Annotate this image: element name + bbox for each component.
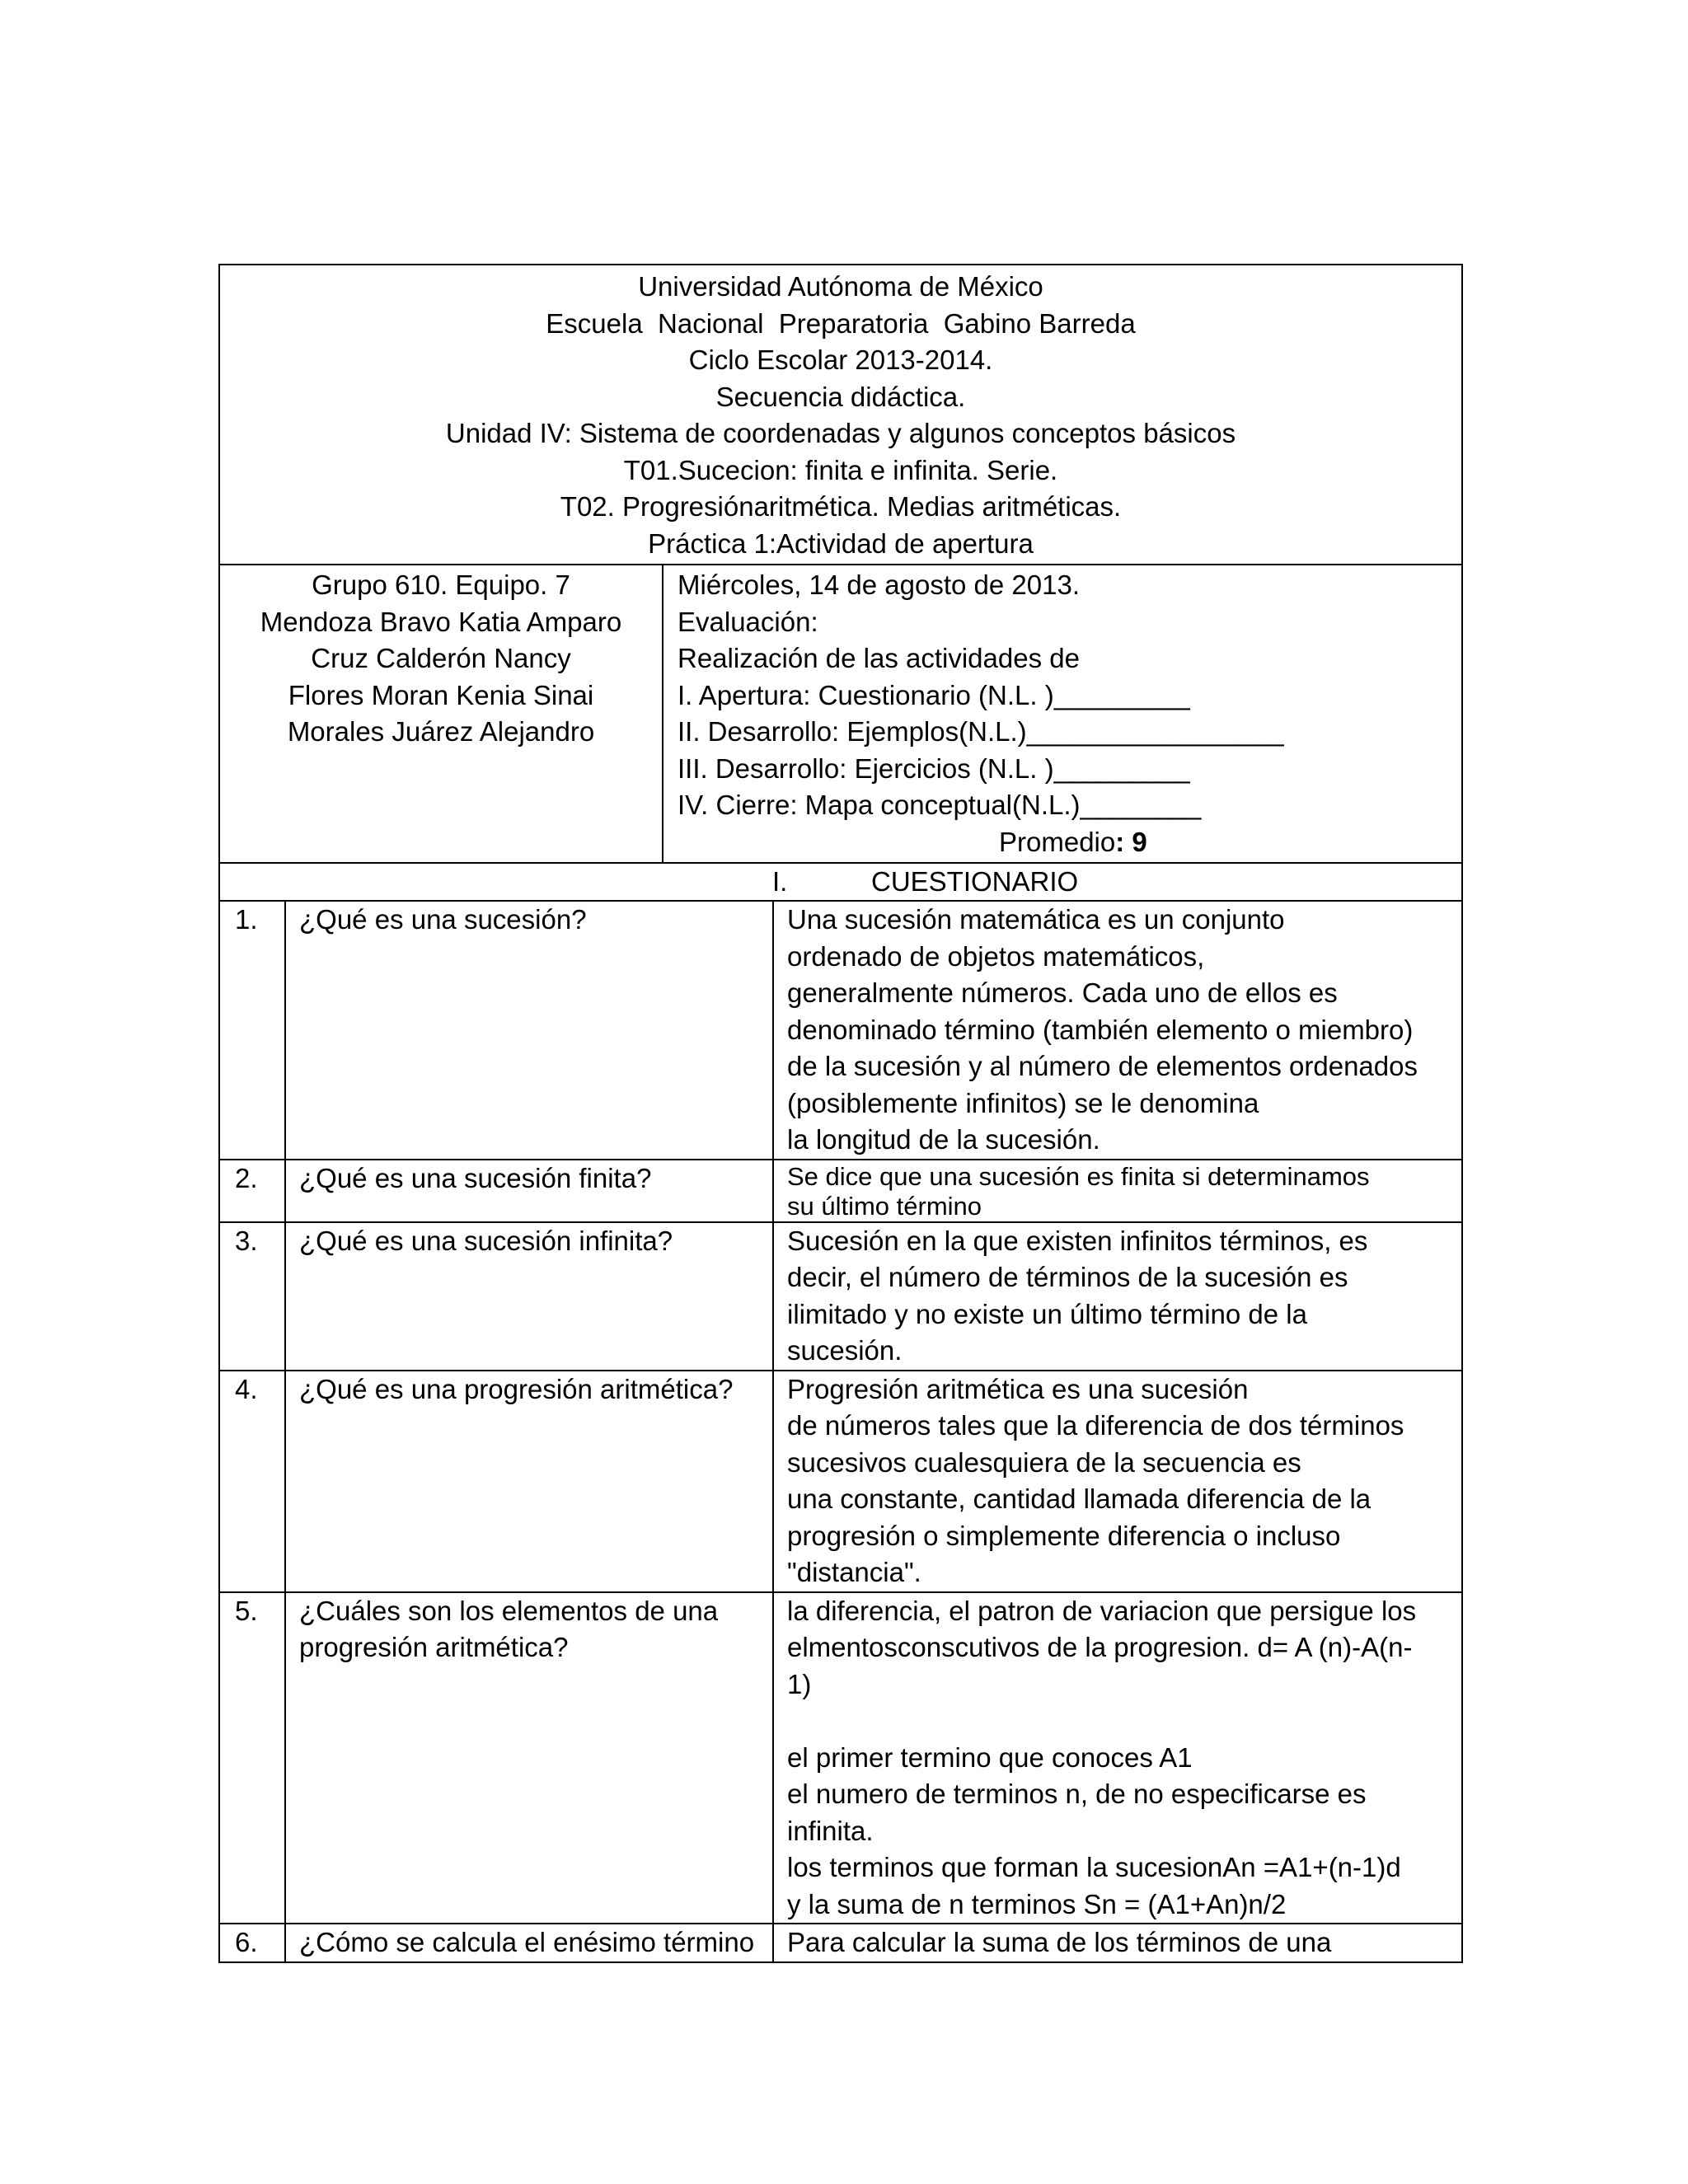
- question-text: [286, 902, 774, 1159]
- answer-line: Sucesión en la que existen infinitos términos, es: [787, 1225, 1368, 1256]
- question-number: 3.: [220, 1223, 286, 1370]
- evaluation-line: Evaluación:: [678, 606, 818, 637]
- question-line: ¿Qué es una sucesión infinita?: [299, 1225, 673, 1256]
- question-line: progresión aritmética?: [299, 1632, 569, 1662]
- answer-line: sucesión.: [787, 1335, 903, 1366]
- answer-line: Una sucesión matemática es un conjunto: [787, 904, 1285, 935]
- answer-line: los terminos que forman la sucesionAn =A1+(n-1)d: [787, 1852, 1401, 1882]
- answer-line: su último término: [787, 1191, 982, 1221]
- question-number: 5.: [220, 1593, 286, 1924]
- evaluation-block: [663, 565, 1461, 862]
- team-line: Morales Juárez Alejandro: [287, 716, 595, 747]
- answer-line: progresión o simplemente diferencia o incluso: [787, 1520, 1341, 1551]
- evaluation-line: Miércoles, 14 de agosto de 2013.: [678, 569, 1080, 600]
- evaluation-line: IV. Cierre: Mapa conceptual(N.L.)________: [678, 790, 1202, 820]
- section-title: [220, 864, 1461, 902]
- answer-line: la diferencia, el patron de variacion que persigue los: [787, 1595, 1417, 1626]
- question-text: [286, 1371, 774, 1591]
- question-row: [220, 902, 1461, 1160]
- header-line: Unidad IV: Sistema de coordenadas y algunos conceptos básicos: [445, 418, 1236, 448]
- question-row: [220, 1160, 1461, 1223]
- answer-line: de la sucesión y al número de elementos ordenados: [787, 1051, 1418, 1081]
- header-line: Práctica 1:Actividad de apertura: [648, 527, 1034, 559]
- question-row: [220, 1924, 1461, 1961]
- answer-line: Para calcular la suma de los términos de una: [787, 1927, 1332, 1957]
- answer-text: [774, 902, 1461, 1159]
- answer-line: 1): [787, 1668, 812, 1699]
- answer-line: ordenado de objetos matemáticos,: [787, 940, 1205, 972]
- evaluation-line: II. Desarrollo: Ejemplos(N.L.)_________________: [678, 716, 1284, 747]
- answer-text: [774, 1593, 1461, 1924]
- answer-line: Se dice que una sucesión es finita si determinamos: [787, 1161, 1370, 1191]
- question-row: [220, 1593, 1461, 1925]
- question-text: [286, 1924, 774, 1961]
- question-text: [286, 1593, 774, 1924]
- section-label: CUESTIONARIO: [871, 866, 1079, 897]
- question-number: 1.: [220, 902, 286, 1159]
- promedio: [678, 824, 1461, 861]
- question-text: [286, 1160, 774, 1221]
- header-line: Ciclo Escolar 2013-2014.: [688, 344, 993, 375]
- question-line: ¿Qué es una sucesión?: [299, 904, 587, 935]
- question-list: [220, 902, 1461, 1961]
- answer-line: (posiblemente infinitos) se le denomina: [787, 1087, 1259, 1118]
- answer-line: el numero de terminos n, de no especificarse es: [787, 1779, 1367, 1809]
- answer-line: "distancia".: [787, 1557, 921, 1587]
- team-line: Grupo 610. Equipo. 7: [312, 569, 570, 600]
- document-header: [220, 265, 1461, 565]
- promedio-value: : 9: [1115, 826, 1147, 857]
- team-line: Mendoza Bravo Katia Amparo: [260, 606, 622, 637]
- answer-line: una constante, cantidad llamada diferencia de la: [787, 1483, 1372, 1514]
- promedio-label: Promedio: [999, 826, 1116, 857]
- answer-line: el primer termino que conoces A1: [787, 1741, 1193, 1773]
- answer-text: [774, 1371, 1461, 1591]
- answer-line: infinita.: [787, 1815, 874, 1846]
- answer-line: denominado término (también elemento o miembro): [787, 1014, 1414, 1045]
- answer-line: la longitud de la sucesión.: [787, 1124, 1100, 1155]
- team-members: [220, 565, 663, 862]
- answer-line: y la suma de n terminos Sn = (A1+An)n/2: [787, 1888, 1287, 1919]
- team-line: Cruz Calderón Nancy: [311, 643, 571, 673]
- section-number: I.: [772, 866, 788, 897]
- evaluation-line: III. Desarrollo: Ejercicios (N.L. )_________: [678, 752, 1190, 784]
- answer-text: [774, 1924, 1461, 1961]
- header-line: T01.Sucecion: finita e infinita. Serie.: [623, 454, 1058, 485]
- answer-line: [787, 1703, 1461, 1740]
- question-line: ¿Qué es una progresión aritmética?: [299, 1373, 734, 1404]
- question-line: ¿Qué es una sucesión finita?: [299, 1162, 652, 1193]
- evaluation-line: Realización de las actividades de: [678, 643, 1080, 673]
- question-line: ¿Cuáles son los elementos de una: [299, 1595, 719, 1626]
- question-line: ¿Cómo se calcula el enésimo término: [299, 1927, 755, 1957]
- question-number: 4.: [220, 1371, 286, 1591]
- answer-text: [774, 1160, 1461, 1221]
- answer-line: de números tales que la diferencia de dos términos: [787, 1410, 1404, 1441]
- answer-text: [774, 1223, 1461, 1370]
- question-row: [220, 1371, 1461, 1593]
- evaluation-line: I. Apertura: Cuestionario (N.L. )_________: [678, 679, 1190, 710]
- question-number: 2.: [220, 1160, 286, 1221]
- question-text: [286, 1223, 774, 1370]
- question-row: [220, 1223, 1461, 1371]
- answer-line: sucesivos cualesquiera de la secuencia es: [787, 1446, 1301, 1478]
- answer-line: decir, el número de términos de la sucesión es: [787, 1262, 1348, 1292]
- header-line: T02. Progresiónaritmética. Medias aritméticas.: [560, 491, 1122, 522]
- header-line: Escuela Nacional Preparatoria Gabino Barreda: [546, 307, 1136, 339]
- answer-line: elmentosconscutivos de la progresion. d= A (n)-A(n-: [787, 1632, 1413, 1662]
- header-line: Secuencia didáctica.: [715, 381, 966, 412]
- header-line: Universidad Autónoma de México: [638, 271, 1043, 302]
- team-line: Flores Moran Kenia Sinai: [288, 679, 594, 710]
- document-table: [218, 264, 1463, 1963]
- info-row: [220, 565, 1461, 864]
- question-number: 6.: [220, 1924, 286, 1961]
- answer-line: ilimitado y no existe un último término de la: [787, 1298, 1307, 1329]
- answer-line: Progresión aritmética es una sucesión: [787, 1373, 1249, 1404]
- answer-line: generalmente números. Cada uno de ellos es: [787, 977, 1338, 1008]
